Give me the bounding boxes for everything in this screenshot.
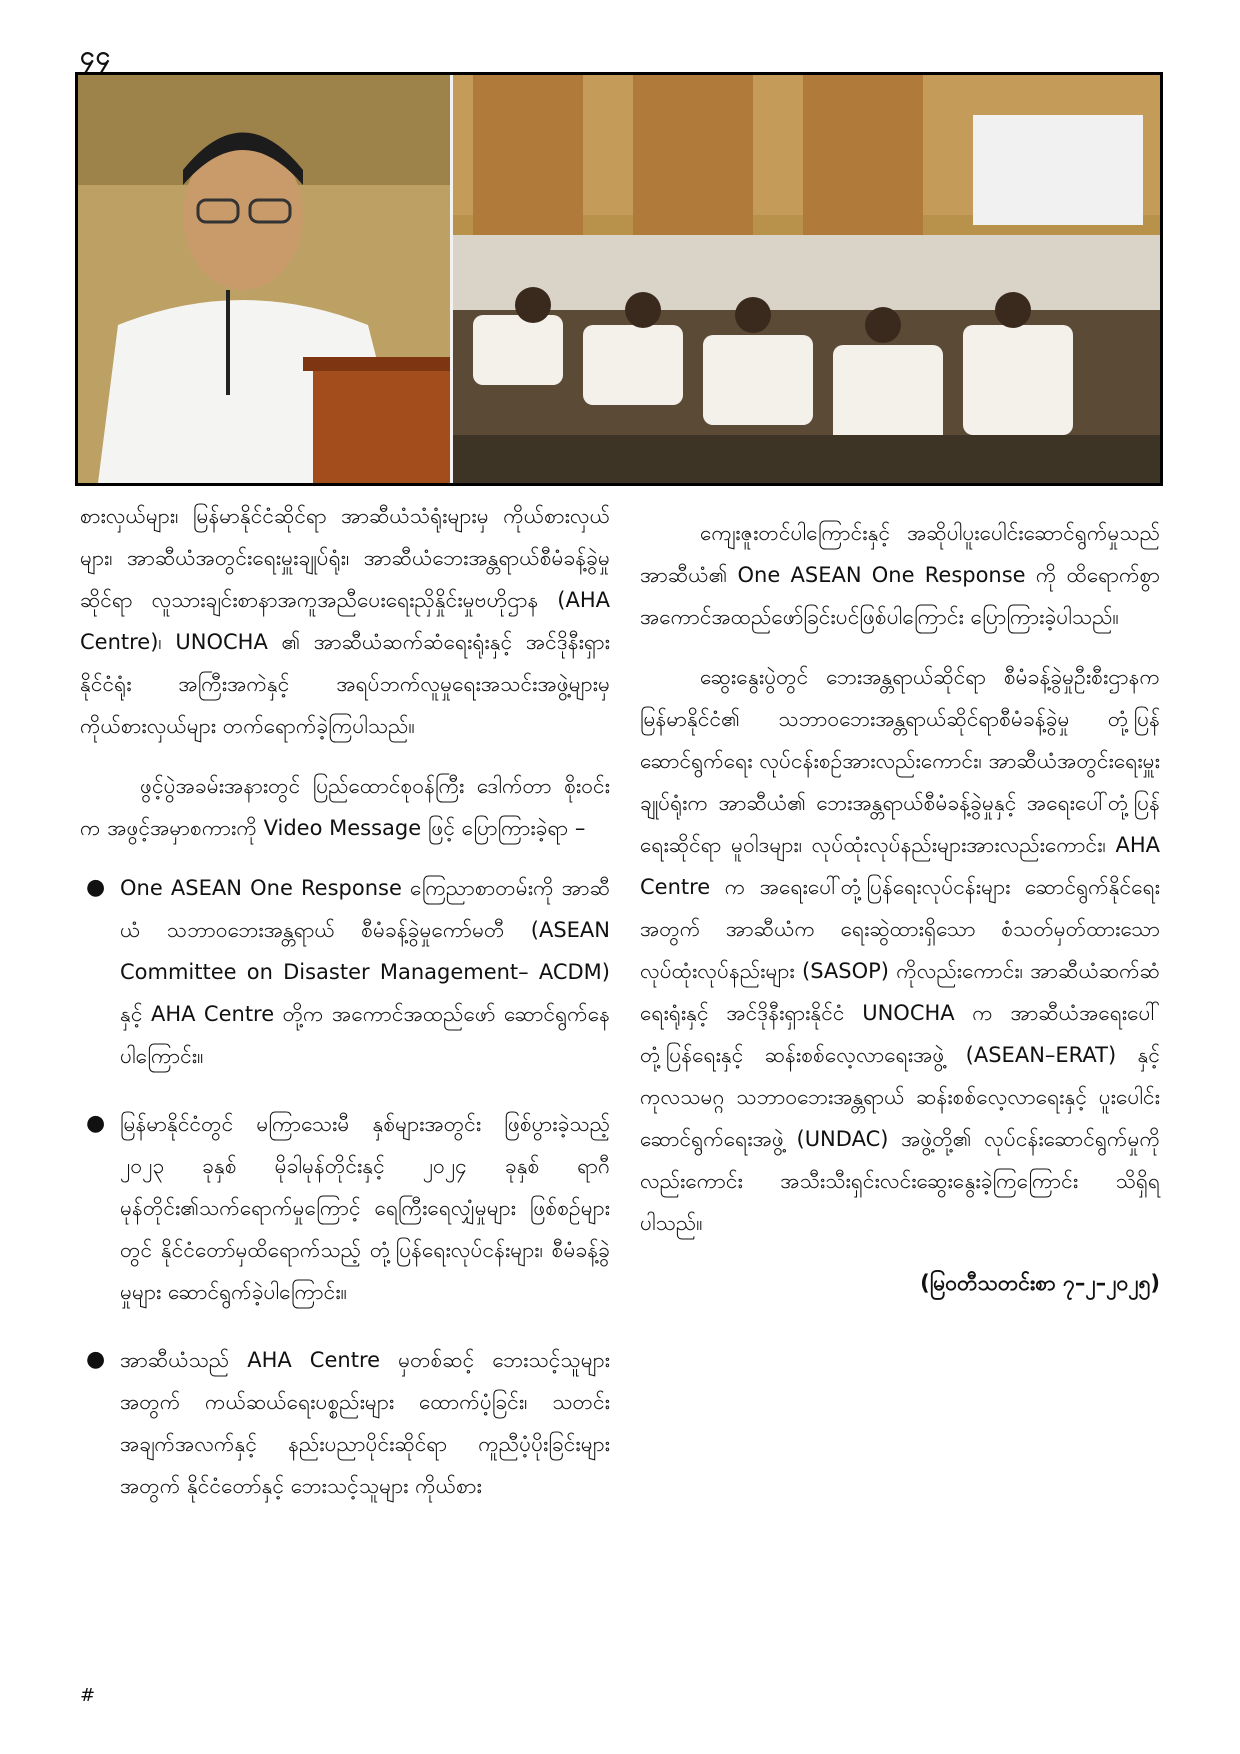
left-column	[80, 495, 610, 1533]
right-paragraph-2: ဆွေးနွေးပွဲတွင် ဘေးအန္တရာယ်ဆိုင်ရာ စီမံခန့်ခွဲမှုဦးစီးဌာနက မြန်မာနိုင်ငံ၏ သဘာဝဘေးအန္တရာယ်ဆိုင်ရာစီမံခန့်ခွဲမှု တုံ့ပြန်ဆောင်ရွက်ရေး လုပ်ငန်းစဉ်အားလည်းကောင်း၊ အာဆီယံအတွင်းရေးမှူးချုပ်ရုံးက အာဆီယံ၏ ဘေးအန္တရာယ်စီမံခန့်ခွဲမှုနှင့် အရေးပေါ်တုံ့ပြန်ရေးဆိုင်ရာ မူဝါဒများ၊ လုပ်ထုံးလုပ်နည်းများအားလည်းကောင်း၊ AHA Centre က အရေးပေါ်တုံ့ပြန်ရေးလုပ်ငန်းများ ဆောင်ရွက်နိုင်ရေးအတွက် အာဆီယံက ရေးဆွဲထားရှိသော စံသတ်မှတ်ထားသော လုပ်ထုံးလုပ်နည်းများ (SASOP) ကိုလည်းကောင်း၊ အာဆီယံဆက်ဆံရေးရုံးနှင့် အင်ဒိုနီးရှားနိုင်ငံ UNOCHA က အာဆီယံအရေးပေါ် တုံ့ပြန်ရေးနှင့် ဆန်းစစ်လေ့လာရေးအဖွဲ့ (ASEAN–ERAT) နှင့် ကုလသမဂ္ဂ သဘာဝဘေးအန္တရာယ် ဆန်းစစ်လေ့လာရေးနှင့် ပူးပေါင်းဆောင်ရွက်ရေးအဖွဲ့ (UNDAC) အဖွဲ့တို့၏ လုပ်ငန်းဆောင်ရွက်မှုကိုလည်းကောင်း အသီးသီးရှင်းလင်းဆွေးနွေးခဲ့ကြကြောင်း သိရှိရပါသည်။	[640, 665, 1160, 1235]
source-signoff: (မြဝတီသတင်းစာ ၇–၂–၂၀၂၅)	[920, 1271, 1160, 1295]
bullet-icon: ●	[86, 1347, 106, 1372]
photo-banner	[75, 72, 1163, 486]
bullet-text: One ASEAN One Response ကြေညာစာတမ်းကို အာဆီယံ သဘာဝဘေးအန္တရာယ် စီမံခန့်ခွဲမှုကော်မတီ (ASEAN Committee on Disaster Management– ACDM) နှင့် AHA Centre တို့က အကောင်အထည်ဖော် ဆောင်ရွက်နေပါကြောင်း။	[120, 876, 610, 1068]
bullet-item	[80, 1339, 610, 1507]
left-paragraph-2: ဖွင့်ပွဲအခမ်းအနားတွင် ပြည်ထောင်စုဝန်ကြီး ဒေါက်တာ စိုးဝင်းက အဖွင့်အမှာစကားကို Video Message ဖြင့် ပြောကြားခဲ့ရာ –	[80, 774, 610, 840]
bullet-list	[80, 867, 610, 1507]
bullet-icon: ●	[86, 875, 106, 900]
bullet-text: အာဆီယံသည် AHA Centre မှတစ်ဆင့် ဘေးသင့်သူများအတွက် ကယ်ဆယ်ရေးပစ္စည်းများ ထောက်ပံ့ခြင်း၊ သတင်းအချက်အလက်နှင့် နည်းပညာပိုင်းဆိုင်ရာ ကူညီပံ့ပိုးခြင်းများအတွက် နိုင်ငံတော်နှင့် ဘေးသင့်သူများ ကိုယ်စား	[120, 1348, 610, 1498]
page-number: ၄၄	[80, 41, 112, 71]
footer-mark: #	[80, 1685, 96, 1706]
audience-photo	[453, 75, 1160, 483]
left-paragraph-1: စားလှယ်များ၊ မြန်မာနိုင်ငံဆိုင်ရာ အာဆီယံသံရုံးများမှ ကိုယ်စားလှယ်များ၊ အာဆီယံအတွင်းရေးမှူးချုပ်ရုံး၊ အာဆီယံဘေးအန္တရာယ်စီမံခန့်ခွဲမှုဆိုင်ရာ လူသားချင်းစာနာအကူအညီပေးရေးညှိနှိုင်းမှုဗဟိုဌာန (AHA Centre)၊ UNOCHA ၏ အာဆီယံဆက်ဆံရေးရုံးနှင့် အင်ဒိုနီးရှားနိုင်ငံရုံး အကြီးအကဲနှင့် အရပ်ဘက်လူမှုရေးအသင်းအဖွဲ့များမှ ကိုယ်စားလှယ်များ တက်ရောက်ခဲ့ကြပါသည်။	[80, 504, 610, 738]
bullet-icon: ●	[86, 1111, 106, 1136]
bullet-text: မြန်မာနိုင်ငံတွင် မကြာသေးမီ နှစ်များအတွင်း ဖြစ်ပွားခဲ့သည့် ၂၀၂၃ ခုနှစ် မိုခါမုန်တိုင်းနှင့် ၂၀၂၄ ခုနှစ် ရာဂီမုန်တိုင်း၏သက်ရောက်မှုကြောင့် ရေကြီးရေလျှံမှုများ ဖြစ်စဉ်များတွင် နိုင်ငံတော်မှထိရောက်သည့် တုံ့ပြန်ရေးလုပ်ငန်းများ၊ စီမံခန့်ခွဲမှုများ ဆောင်ရွက်ခဲ့ပါကြောင်း။	[120, 1112, 610, 1304]
bullet-item	[80, 1103, 610, 1313]
right-paragraph-1: ကျေးဇူးတင်ပါကြောင်းနှင့် အဆိုပါပူးပေါင်းဆောင်ရွက်မှုသည် အာဆီယံ၏ One ASEAN One Response ကို ထိရောက်စွာ အကောင်အထည်ဖော်ခြင်းပင်ဖြစ်ပါကြောင်း ပြောကြားခဲ့ပါသည်။	[640, 521, 1160, 629]
right-column	[640, 512, 1160, 1322]
speaker-photo	[78, 75, 450, 483]
bullet-item	[80, 867, 610, 1077]
